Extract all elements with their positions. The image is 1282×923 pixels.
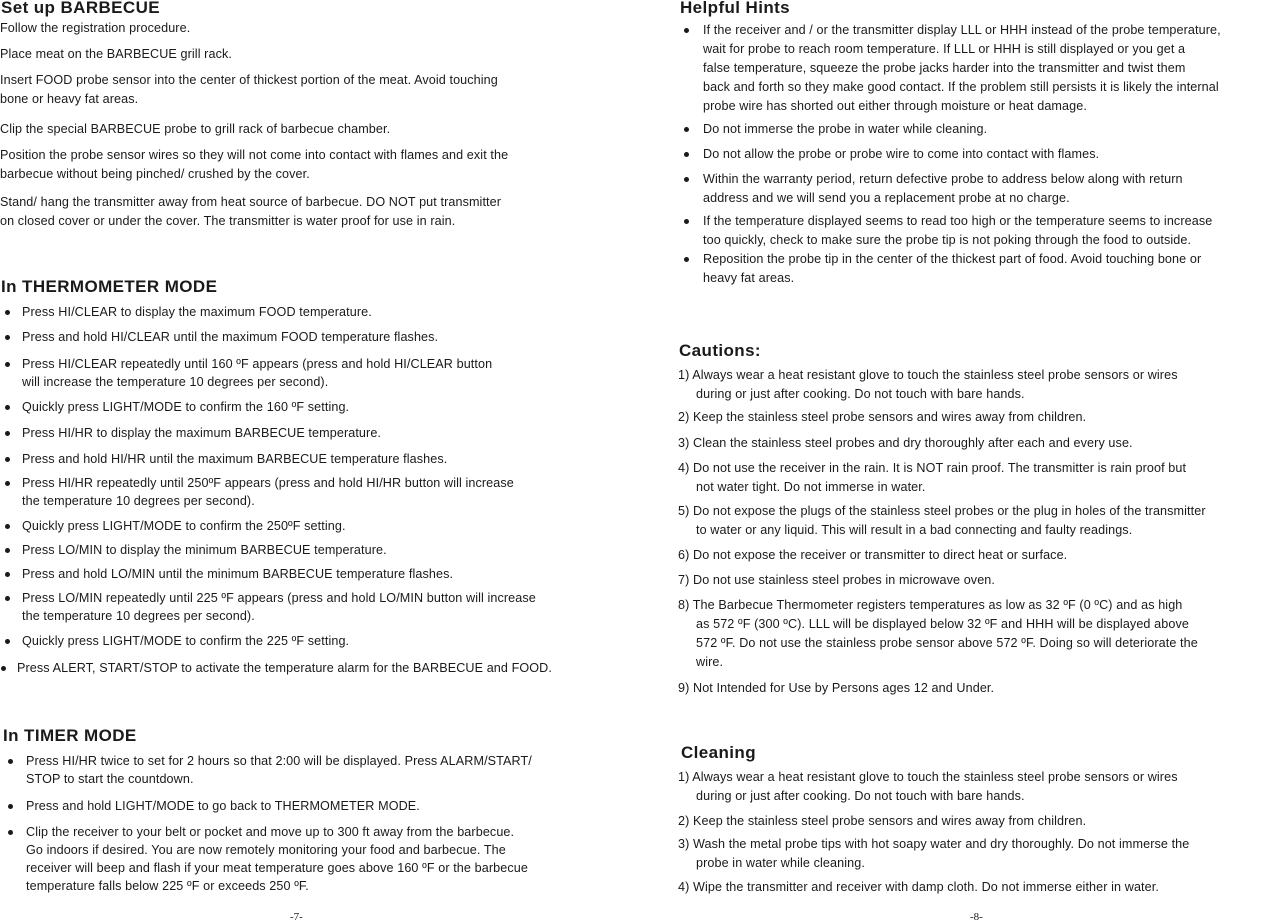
- bullet-icon: [5, 639, 10, 644]
- setup-paragraph-line: barbecue without being pinched/ crushed by the cover.: [0, 167, 310, 181]
- bullet-icon: [5, 481, 10, 486]
- caution-item-line: 8) The Barbecue Thermometer registers temperatures as low as 32 ºF (0 ºC) and as high: [678, 598, 1183, 612]
- bullet-icon: [684, 177, 689, 182]
- cautions-heading: Cautions:: [679, 341, 761, 360]
- caution-item-line: to water or any liquid. This will result in a bad connecting and faulty readings.: [696, 523, 1133, 537]
- thermometer-bullet-line: the temperature 10 degrees per second).: [22, 494, 255, 508]
- thermometer-bullet-line: Press HI/CLEAR repeatedly until 160 ºF appears (press and hold HI/CLEAR button: [22, 357, 493, 371]
- setup-paragraph-line: Clip the special BARBECUE probe to grill rack of barbecue chamber.: [0, 122, 391, 136]
- thermometer-bullet-line: Quickly press LIGHT/MODE to confirm the 250ºF setting.: [22, 519, 346, 533]
- setup-paragraph-line: Position the probe sensor wires so they will not come into contact with flames and exit the: [0, 148, 509, 162]
- hint-bullet-line: Do not allow the probe or probe wire to come into contact with flames.: [703, 147, 1100, 161]
- thermometer-bullet-line: Press LO/MIN repeatedly until 225 ºF appears (press and hold LO/MIN button will increase: [22, 591, 536, 605]
- setup-paragraph-line: Stand/ hang the transmitter away from heat source of barbecue. DO NOT put transmitter: [0, 195, 502, 209]
- thermometer-heading: In THERMOMETER MODE: [1, 277, 218, 296]
- thermometer-bullet-line: Press ALERT, START/STOP to activate the temperature alarm for the BARBECUE and FOOD.: [17, 661, 552, 675]
- timer-bullet-line: Go indoors if desired. You are now remotely monitoring your food and barbecue. The: [26, 843, 506, 857]
- timer-bullet-line: Press HI/HR twice to set for 2 hours so that 2:00 will be displayed. Press ALARM/START/: [26, 754, 532, 768]
- caution-item-line: 9) Not Intended for Use by Persons ages 12 and Under.: [678, 681, 995, 695]
- timer-bullet-line: Press and hold LIGHT/MODE to go back to THERMOMETER MODE.: [26, 799, 420, 813]
- cleaning-item-line: 3) Wash the metal probe tips with hot soapy water and dry thoroughly. Do not immerse the: [678, 837, 1190, 851]
- setup-paragraph-line: bone or heavy fat areas.: [0, 92, 139, 106]
- hints-heading: Helpful Hints: [680, 0, 791, 17]
- thermometer-bullet-line: Press HI/HR to display the maximum BARBECUE temperature.: [22, 426, 382, 440]
- bullet-icon: [5, 572, 10, 577]
- cleaning-item-line: 4) Wipe the transmitter and receiver with damp cloth. Do not immerse either in water.: [678, 880, 1159, 894]
- caution-item-line: 1) Always wear a heat resistant glove to touch the stainless steel probe sensors or wires: [678, 368, 1178, 382]
- caution-item-line: 3) Clean the stainless steel probes and dry thoroughly after each and every use.: [678, 436, 1133, 450]
- hint-bullet-line: Within the warranty period, return defective probe to address below along with return: [703, 172, 1183, 186]
- hint-bullet-line: back and forth so they make good contact. If the problem still persists it is likely the internal: [703, 80, 1219, 94]
- page-number-7: -7-: [290, 911, 303, 923]
- bullet-icon: [5, 524, 10, 529]
- bullet-icon: [684, 219, 689, 224]
- thermometer-bullet-line: Quickly press LIGHT/MODE to confirm the 160 ºF setting.: [22, 400, 350, 414]
- thermometer-bullet-line: Press HI/CLEAR to display the maximum FOOD temperature.: [22, 305, 372, 319]
- caution-item-line: 4) Do not use the receiver in the rain. It is NOT rain proof. The transmitter is rain proof but: [678, 461, 1187, 475]
- bullet-icon: [8, 804, 13, 809]
- caution-item-line: during or just after cooking. Do not touch with bare hands.: [696, 387, 1025, 401]
- bullet-icon: [684, 152, 689, 157]
- caution-item-line: 572 ºF. Do not use the stainless probe sensor above 572 ºF. Doing so will deteriorate the: [696, 636, 1198, 650]
- caution-item-line: 5) Do not expose the plugs of the stainless steel probes or the plug in holes of the transmitter: [678, 504, 1206, 518]
- bullet-icon: [1, 666, 6, 671]
- setup-paragraph-line: Follow the registration procedure.: [0, 21, 191, 35]
- setup-heading: Set up BARBECUE: [1, 0, 161, 17]
- caution-item-line: 7) Do not use stainless steel probes in microwave oven.: [678, 573, 995, 587]
- cleaning-item-line: 2) Keep the stainless steel probe sensors and wires away from children.: [678, 814, 1087, 828]
- setup-paragraph-line: Insert FOOD probe sensor into the center of thickest portion of the meat. Avoid touching: [0, 73, 498, 87]
- bullet-icon: [8, 830, 13, 835]
- hint-bullet-line: wait for probe to reach room temperature. If LLL or HHH is still displayed or you get a: [703, 42, 1186, 56]
- hint-bullet-line: address and we will send you a replacement probe at no charge.: [703, 191, 1070, 205]
- caution-item-line: 6) Do not expose the receiver or transmitter to direct heat or surface.: [678, 548, 1068, 562]
- thermometer-bullet-line: Press and hold HI/HR until the maximum BARBECUE temperature flashes.: [22, 452, 448, 466]
- bullet-icon: [5, 457, 10, 462]
- thermometer-bullet-line: will increase the temperature 10 degrees per second).: [22, 375, 329, 389]
- hint-bullet-line: If the receiver and / or the transmitter display LLL or HHH instead of the probe temperature,: [703, 23, 1221, 37]
- bullet-icon: [5, 431, 10, 436]
- hint-bullet-line: If the temperature displayed seems to read too high or the temperature seems to increase: [703, 214, 1213, 228]
- thermometer-bullet-line: Quickly press LIGHT/MODE to confirm the 225 ºF setting.: [22, 634, 350, 648]
- hint-bullet-line: false temperature, squeeze the probe jacks harder into the transmitter and twist them: [703, 61, 1186, 75]
- timer-bullet-line: Clip the receiver to your belt or pocket and move up to 300 ft away from the barbecue.: [26, 825, 515, 839]
- thermometer-bullet-line: Press and hold HI/CLEAR until the maximum FOOD temperature flashes.: [22, 330, 439, 344]
- cleaning-heading: Cleaning: [681, 743, 756, 762]
- setup-paragraph-line: Place meat on the BARBECUE grill rack.: [0, 47, 232, 61]
- cleaning-item-line: 1) Always wear a heat resistant glove to touch the stainless steel probe sensors or wires: [678, 770, 1178, 784]
- bullet-icon: [684, 28, 689, 33]
- bullet-icon: [5, 596, 10, 601]
- caution-item-line: not water tight. Do not immerse in water.: [696, 480, 926, 494]
- caution-item-line: as 572 ºF (300 ºC). LLL will be displayed below 32 ºF and HHH will be displayed above: [696, 617, 1189, 631]
- thermometer-bullet-line: Press HI/HR repeatedly until 250ºF appears (press and hold HI/HR button will increase: [22, 476, 514, 490]
- thermometer-bullet-line: Press and hold LO/MIN until the minimum BARBECUE temperature flashes.: [22, 567, 454, 581]
- hint-bullet-line: probe wire has shorted out either through moisture or heat damage.: [703, 99, 1087, 113]
- setup-paragraph-line: on closed cover or under the cover. The transmitter is water proof for use in rain.: [0, 214, 456, 228]
- page-number-8: -8-: [970, 911, 983, 923]
- hint-bullet-line: heavy fat areas.: [703, 271, 795, 285]
- timer-bullet-line: temperature falls below 225 ºF or exceeds 250 ºF.: [26, 879, 309, 893]
- hint-bullet-line: Reposition the probe tip in the center of the thickest part of food. Avoid touching bone or: [703, 252, 1202, 266]
- cleaning-item-line: probe in water while cleaning.: [696, 856, 865, 870]
- bullet-icon: [5, 548, 10, 553]
- bullet-icon: [5, 362, 10, 367]
- thermometer-bullet-line: Press LO/MIN to display the minimum BARBECUE temperature.: [22, 543, 387, 557]
- thermometer-bullet-line: the temperature 10 degrees per second).: [22, 609, 255, 623]
- bullet-icon: [684, 127, 689, 132]
- caution-item-line: 2) Keep the stainless steel probe sensors and wires away from children.: [678, 410, 1087, 424]
- caution-item-line: wire.: [696, 655, 724, 669]
- bullet-icon: [684, 257, 689, 262]
- hint-bullet-line: Do not immerse the probe in water while cleaning.: [703, 122, 988, 136]
- timer-bullet-line: STOP to start the countdown.: [26, 772, 194, 786]
- timer-bullet-line: receiver will beep and flash if your meat temperature goes above 160 ºF or the barbecue: [26, 861, 528, 875]
- bullet-icon: [5, 310, 10, 315]
- cleaning-item-line: during or just after cooking. Do not touch with bare hands.: [696, 789, 1025, 803]
- bullet-icon: [8, 759, 13, 764]
- bullet-icon: [5, 405, 10, 410]
- timer-heading: In TIMER MODE: [3, 726, 137, 745]
- hint-bullet-line: too quickly, check to make sure the probe tip is not poking through the food to outside.: [703, 233, 1192, 247]
- bullet-icon: [5, 335, 10, 340]
